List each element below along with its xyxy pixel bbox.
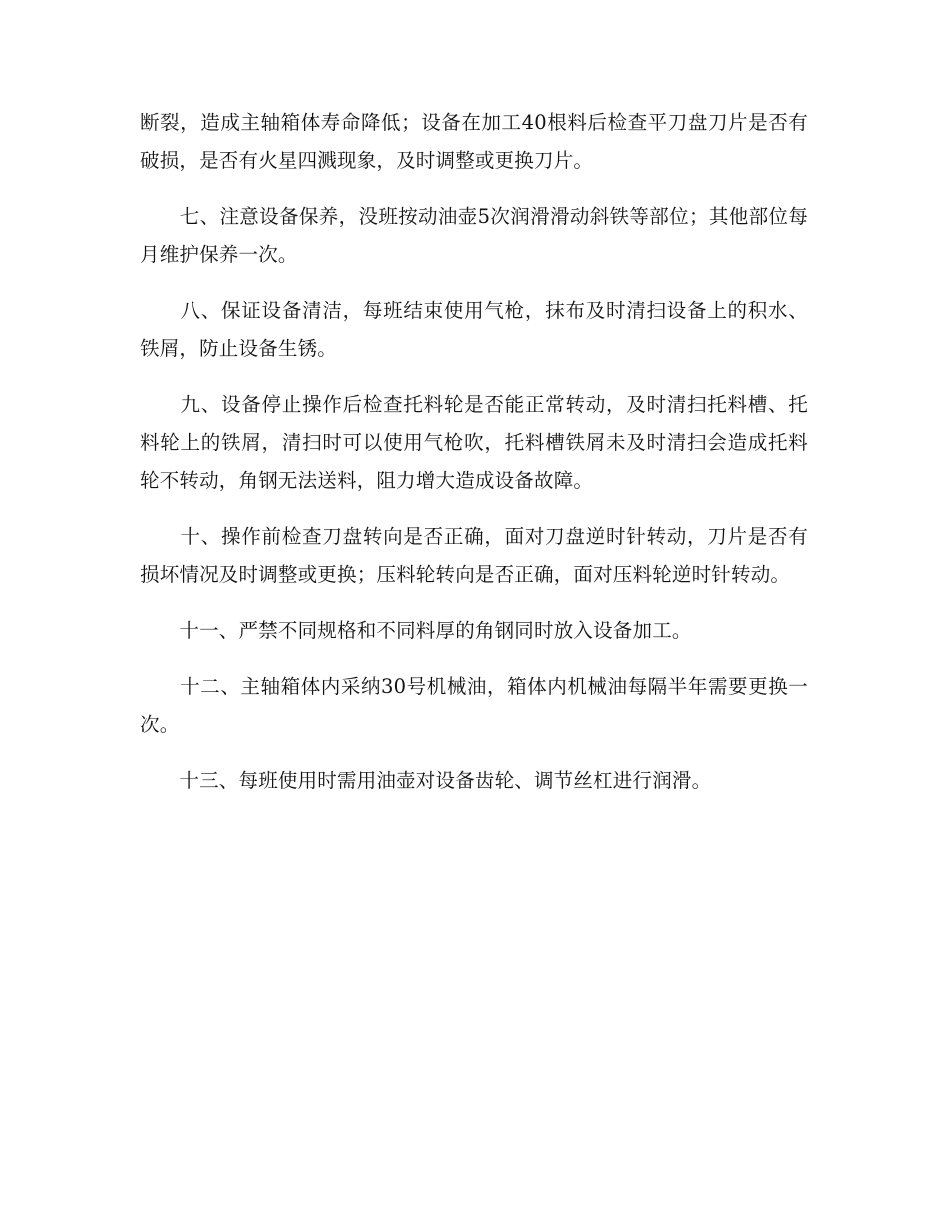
- paragraph-item-9: 九、设备停止操作后检查托料轮是否能正常转动，及时清扫托料槽、托料轮上的铁屑，清扫时可以使用气枪吹，托料槽铁屑未及时清扫会造成托料轮不转动，角钢无法送料，阻力增大造成设备故障。: [140, 393, 808, 492]
- paragraph-continuation: 断裂，造成主轴箱体寿命降低；设备在加工40根料后检查平刀盘刀片是否有破损，是否有火星四溅现象，及时调整或更换刀片。: [140, 111, 808, 172]
- paragraph-item-12: 十二、主轴箱体内采纳30号机械油，箱体内机械油每隔半年需要更换一次。: [140, 675, 808, 736]
- paragraph-item-8: 八、保证设备清洁，每班结束使用气枪，抹布及时清扫设备上的积水、铁屑，防止设备生锈。: [140, 299, 808, 360]
- paragraph-item-13: 十三、每班使用时需用油壶对设备齿轮、调节丝杠进行润滑。: [140, 769, 712, 792]
- paragraph-item-11: 十一、严禁不同规格和不同料厚的角钢同时放入设备加工。: [140, 619, 692, 642]
- document-body: [140, 104, 808, 818]
- paragraph-item-10: 十、操作前检查刀盘转向是否正确，面对刀盘逆时针转动，刀片是否有损坏情况及时调整或更换；压料轮转向是否正确，面对压料轮逆时针转动。: [140, 525, 808, 586]
- paragraph-item-7: 七、注意设备保养，没班按动油壶5次润滑滑动斜铁等部位；其他部位每月维护保养一次。: [140, 205, 808, 266]
